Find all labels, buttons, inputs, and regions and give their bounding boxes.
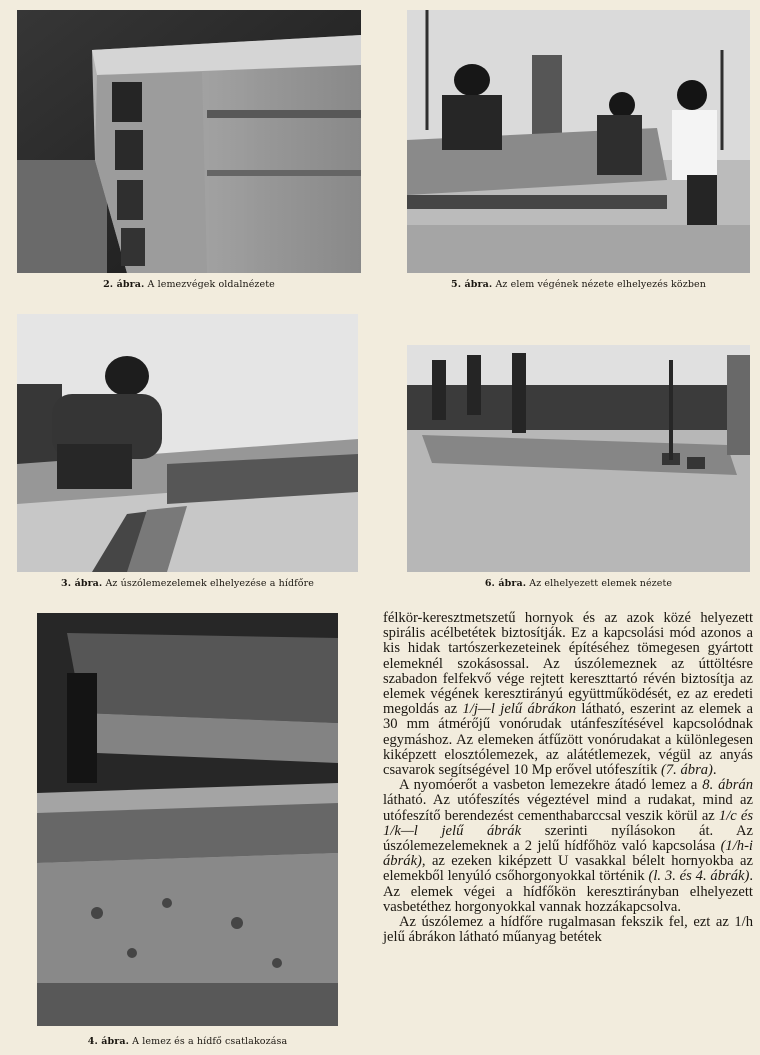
figure-4-number: 4. ábra. [87,1036,130,1047]
paragraph-2-text-d: , az ezeken kiképzett U vasakkal bélelt hornyokba az elemekből lenyúló csőhorgonyokkal történik [383,853,753,885]
figure-3-caption [17,578,358,589]
paragraph-2-text-c: szerinti nyílásokon át. Az úszólemezelemeknek a 2 jelű hídfőhöz való kapcsolása [383,822,753,855]
paragraph-2 [383,778,753,915]
figure-4-caption-text: A lemez és a hídfő csatlakozása [132,1036,288,1047]
figure-4-caption [37,1036,338,1047]
figure-2-caption [17,279,361,290]
paragraph-1-figure-ref-1: 1/j—l jelű ábrákon [462,701,577,718]
paragraph-1-text-a: félkör-keresztmetszetű hornyok és az azok közé helyezett spirális acélbetétek biztosítják. Ez a kapcsolási mód azonos a kis hidak tartószerkezeteinek építéséhez tömegesen gyártott elemeknél szokásossal. Az úszólemeznek az úttöltésre szabadon felfekvő vége rejtett kereszttartó révén biztosítja az elemek végének keresztirányú együttműködését, ez az eredeti megoldás az [383,610,753,718]
figure-5-caption-text: Az elem végének nézete elhelyezés közben [495,279,706,290]
figure-2-number: 2. ábra. [103,279,145,290]
paragraph-1-text-b: látható, eszerint az elemek a 30 mm átmérőjű vonórudak utánfeszítésével kapcsolódnak egymáshoz. Az elemeken átfűzött vonórudakat a különlegesen kiképzett elosztólemezek, az alátétlemezek, végül az anyás csavarok segítségével 10 Mp erővel utófeszítik [383,701,753,779]
figure-3-number: 3. ábra. [61,578,103,589]
paragraph-3: Az úszólemez a hídfőre rugalmasan fekszik fel, ezt az 1/h jelű ábrákon látható műanyag betétek [383,914,753,946]
paragraph-2-figure-ref-4: (l. 3. és 4. ábrák) [648,868,750,885]
paragraph-1 [383,611,753,778]
paragraph-1-figure-ref-2: (7. ábra) [661,762,713,779]
paragraph-2-text-e: . Az elemek végei a hídfőkön keresztirányban elhelyezett vasbetéthez horgonyokkal vannak hozzákapcsolva. [383,868,753,915]
figure-5-photo [407,10,750,273]
paragraph-1-text-c: . [712,762,717,779]
body-text [383,611,753,945]
figure-4-photo [37,613,338,1026]
paragraph-2-text-a: A nyomóerőt a vasbeton lemezekre átadó lemez a [399,777,703,794]
paragraph-2-figure-ref-2: 1/c és 1/k—l jelű ábrák [383,807,753,839]
figure-6-photo [407,345,750,572]
paragraph-2-text-b: látható. Az utófeszítés végeztével mind a rudakat, mind az utófeszítő berendezést cementhabarccsal veszik körül az [383,792,753,824]
figure-6-number: 6. ábra. [484,578,527,589]
figure-6-caption-text: Az elhelyezett elemek nézete [529,578,673,589]
figure-3-photo [17,314,358,572]
paragraph-2-figure-ref-1: 8. ábrán [702,777,753,794]
paragraph-2-figure-ref-3: (1/h-i ábrák) [383,838,753,870]
figure-5-caption [407,279,750,290]
figure-2-photo [17,10,361,273]
figure-2-caption-text: A lemezvégek oldalnézete [147,279,275,290]
figure-3-caption-text: Az úszólemezelemek elhelyezése a hídfőre [105,578,314,589]
figure-6-caption [407,578,750,589]
figure-5-number: 5. ábra. [451,279,493,290]
